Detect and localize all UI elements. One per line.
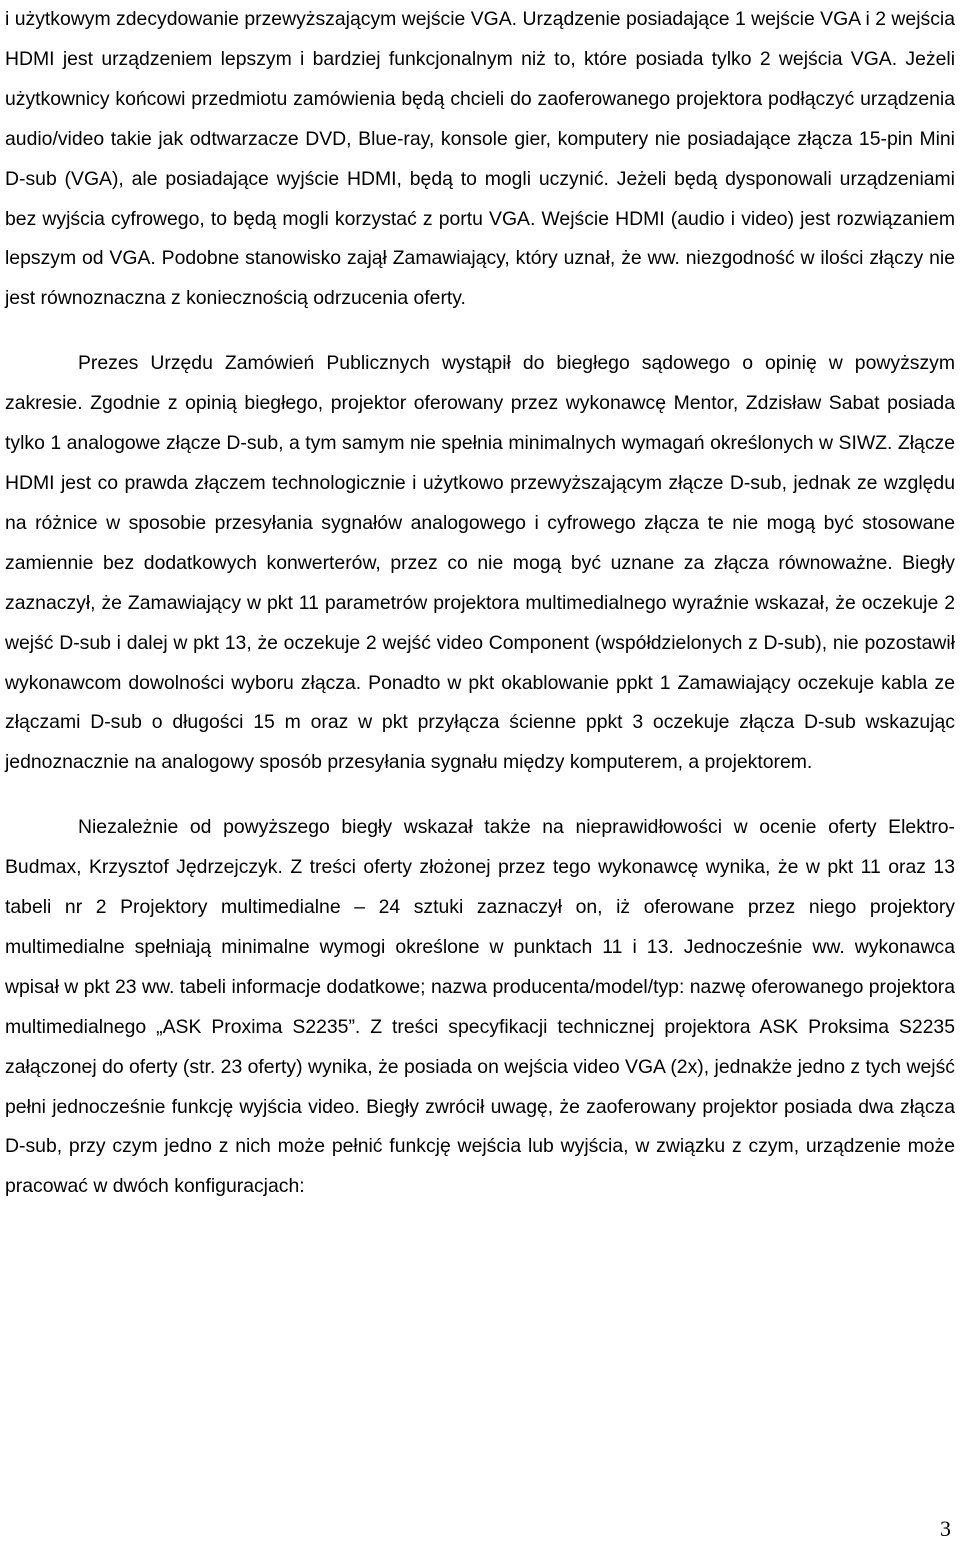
paragraph-1: i użytkowym zdecydowanie przewyższającym wejście VGA. Urządzenie posiadające 1 wejście VGA i 2 wejścia HDMI jest urządzeniem lepszym i bardziej funkcjonalnym niż to, które posiada tylko 2 wejścia VGA. Jeżeli użytkownicy końcowi przedmiotu zamówienia będą chcieli do zaoferowanego projektora podłączyć urządzenia audio/video takie jak odtwarzacze DVD, Blue-ray, konsole gier, komputery nie posiadające złącza 15-pin Mini D-sub (VGA), ale posiadające wyjście HDMI, będą to mogli uczynić. Jeżeli będą dysponowali urządzeniami bez wyjścia cyfrowego, to będą mogli korzystać z portu VGA. Wejście HDMI (audio i video) jest rozwiązaniem lepszym od VGA. Podobne stanowisko zajął Zamawiający, który uznał, że ww. niezgodność w ilości złączy nie jest równoznaczna z koniecznością odrzucenia oferty. <box>5 8 955 310</box>
page-number: 3 <box>940 1516 951 1541</box>
paragraph-2: Prezes Urzędu Zamówień Publicznych wystąpił do biegłego sądowego o opinię w powyższym zakresie. Zgodnie z opinią biegłego, projektor oferowany przez wykonawcę Mentor, Zdzisław Sabat posiada tylko 1 analogowe złącze D-sub, a tym samym nie spełnia minimalnych wymagań określonych w SIWZ. Złącze HDMI jest co prawda złączem technologicznie i użytkowo przewyższającym złącze D-sub, jednak ze względu na różnice w sposobie przesyłania sygnałów analogowego i cyfrowego złącza te nie mogą być stosowane zamiennie bez dodatkowych konwerterów, przez co nie mogą być uznane za złącza równoważne. Biegły zaznaczył, że Zamawiający w pkt 11 parametrów projektora multimedialnego wyraźnie wskazał, że oczekuje 2 wejść D-sub i dalej w pkt 13, że oczekuje 2 wejść video Component (współdzielonych z D-sub), nie pozostawił wykonawcom dowolności wyboru złącza. Ponadto w pkt okablowanie ppkt 1 Zamawiający oczekuje kabla ze złączami D-sub o długości 15 m oraz w pkt przyłącza ścienne ppkt 3 oczekuje złącza D-sub wskazując jednoznacznie na analogowy sposób przesyłania sygnału między komputerem, a projektorem. <box>5 352 955 774</box>
paragraph-3: Niezależnie od powyższego biegły wskazał także na nieprawidłowości w ocenie oferty Elektro-Budmax, Krzysztof Jędrzejczyk. Z treści oferty złożonej przez tego wykonawcę wynika, że w pkt 11 oraz 13 tabeli nr 2 Projektory multimedialne – 24 sztuki zaznaczył on, iż oferowane przez niego projektory multimedialne spełniają minimalne wymogi określone w punktach 11 i 13. Jednocześnie ww. wykonawca wpisał w pkt 23 ww. tabeli informacje dodatkowe; nazwa producenta/model/typ: nazwę oferowanego projektora multimedialnego „ASK Proxima S2235”. Z treści specyfikacji technicznej projektora ASK Proksima S2235 załączonej do oferty (str. 23 oferty) wynika, że posiada on wejścia video VGA (2x), jednakże jedno z tych wejść pełni jednocześnie funkcję wyjścia video. Biegły zwrócił uwagę, że zaoferowany projektor posiada dwa złącza D-sub, przy czym jedno z nich może pełnić funkcję wejścia lub wyjścia, w związku z czym, urządzenie może pracować w dwóch konfiguracjach: <box>5 816 955 1198</box>
